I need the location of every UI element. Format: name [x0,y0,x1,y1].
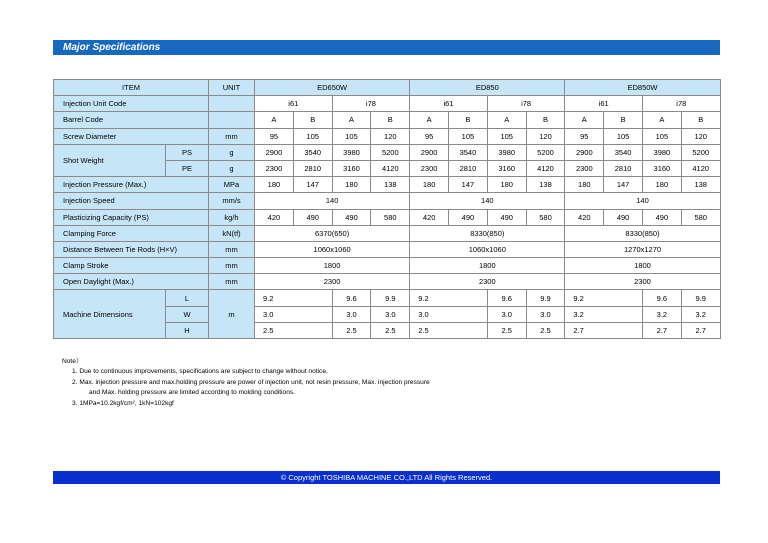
value-cell: 120 [681,128,720,144]
value-cell: 1800 [565,258,720,274]
table-row [54,209,721,225]
value-cell: 2300 [255,160,294,176]
value-cell: 3.2 [681,306,720,322]
value-cell: 138 [371,177,410,193]
value-cell: 8330(850) [410,225,565,241]
value-cell: 9.9 [526,290,565,306]
value-cell: 2.7 [565,322,643,338]
value-cell: 2810 [449,160,488,176]
value-cell: 420 [410,209,449,225]
value-cell: 2300 [410,160,449,176]
sub-label: W [166,306,209,322]
value-cell: 2300 [410,274,565,290]
value-cell: 490 [643,209,682,225]
specifications-table [53,79,721,339]
value-cell: A [255,112,294,128]
value-cell: 490 [332,209,371,225]
value-cell: 1800 [410,258,565,274]
value-cell: 4120 [681,160,720,176]
value-cell: 3540 [449,144,488,160]
value-cell: A [410,112,449,128]
value-cell: i61 [410,96,488,112]
value-cell: 420 [565,209,604,225]
row-label: Clamp Stroke [54,258,209,274]
row-label: Shot Weight [54,144,166,176]
row-label: Distance Between Tie Rods (H×V) [54,241,209,257]
value-cell: 9.6 [643,290,682,306]
value-cell: B [449,112,488,128]
value-cell: i78 [332,96,410,112]
value-cell: 120 [371,128,410,144]
model-header: ED850W [565,80,720,96]
value-cell: 120 [526,128,565,144]
notes-heading: Note） [62,358,83,365]
unit-cell: kg/h [209,209,255,225]
value-cell: 9.6 [332,290,371,306]
value-cell: 2.5 [487,322,526,338]
value-cell: 9.2 [255,290,333,306]
value-cell: 140 [255,193,410,209]
value-cell: 2.7 [643,322,682,338]
unit-cell: g [209,160,255,176]
value-cell: 105 [332,128,371,144]
value-cell: 2.5 [255,322,333,338]
row-label: Clamping Force [54,225,209,241]
unit-cell: mm [209,128,255,144]
copyright-footer: © Copyright TOSHIBA MACHINE CO.,LTD All Rights Reserved. [53,471,720,484]
table-row [54,193,721,209]
note-item: 2. Max. injection pressure and max.holding pressure are power of injection unit, not resin pressure, Max. injection pressure [72,378,430,386]
row-label: Plasticizing Capacity (PS) [54,209,209,225]
value-cell: 180 [643,177,682,193]
value-cell: 490 [293,209,332,225]
value-cell: 105 [293,128,332,144]
value-cell: 3.0 [487,306,526,322]
value-cell: 1270x1270 [565,241,720,257]
value-cell: 9.2 [410,290,488,306]
note-item: 3. 1MPa=10.2kgf/cm², 1kN=102kgf [72,399,174,407]
table-row [54,96,721,112]
value-cell: 3160 [487,160,526,176]
model-header: ED850 [410,80,565,96]
section-title: Major Specifications [63,42,161,53]
value-cell: 180 [487,177,526,193]
model-header: ED650W [255,80,410,96]
table-row [54,241,721,257]
section-header-bar [53,40,720,55]
value-cell: 3.0 [526,306,565,322]
value-cell: 95 [565,128,604,144]
sub-label: L [166,290,209,306]
value-cell: 1060x1060 [410,241,565,257]
value-cell: 147 [604,177,643,193]
value-cell: 147 [449,177,488,193]
value-cell: 2900 [255,144,294,160]
value-cell: A [487,112,526,128]
value-cell: 140 [565,193,720,209]
value-cell: 105 [604,128,643,144]
value-cell: 105 [643,128,682,144]
note-item: 1. Due to continuous improvements, specifications are subject to change without notice. [72,368,328,376]
value-cell: 105 [487,128,526,144]
unit-cell [209,96,255,112]
value-cell: 9.9 [681,290,720,306]
value-cell: 3160 [643,160,682,176]
value-cell: 490 [604,209,643,225]
row-label: Machine Dimensions [54,290,166,339]
value-cell: 2900 [410,144,449,160]
value-cell: 580 [526,209,565,225]
row-label: Injection Unit Code [54,96,209,112]
row-label: Barrel Code [54,112,209,128]
value-cell: 3980 [332,144,371,160]
table-row [54,144,721,160]
value-cell: 580 [681,209,720,225]
value-cell: 180 [410,177,449,193]
value-cell: 2.7 [681,322,720,338]
item-header: ITEM [54,80,209,96]
value-cell: i78 [487,96,565,112]
value-cell: 138 [681,177,720,193]
value-cell: 9.9 [371,290,410,306]
sub-label: PS [166,144,209,160]
value-cell: 2810 [604,160,643,176]
row-label: Injection Speed [54,193,209,209]
value-cell: 9.6 [487,290,526,306]
value-cell: B [604,112,643,128]
value-cell: 2810 [293,160,332,176]
table-row [54,128,721,144]
value-cell: 95 [410,128,449,144]
row-label: Open Daylight (Max.) [54,274,209,290]
value-cell: 147 [293,177,332,193]
value-cell: 3.2 [643,306,682,322]
note-item-continued: and Max. holding pressure are limited according to molding conditions. [89,389,295,397]
value-cell: 3.0 [255,306,333,322]
unit-cell: mm [209,241,255,257]
unit-cell: g [209,144,255,160]
value-cell: 180 [565,177,604,193]
value-cell: 3980 [643,144,682,160]
value-cell: B [293,112,332,128]
value-cell: 2300 [565,274,720,290]
value-cell: 105 [449,128,488,144]
value-cell: 4120 [371,160,410,176]
value-cell: 5200 [681,144,720,160]
value-cell: B [371,112,410,128]
value-cell: 5200 [371,144,410,160]
table-header-row [54,80,721,96]
value-cell: 2.5 [526,322,565,338]
value-cell: 2.5 [371,322,410,338]
table-row [54,177,721,193]
value-cell: 140 [410,193,565,209]
value-cell: 3.0 [410,306,488,322]
value-cell: i61 [255,96,333,112]
unit-header: UNIT [209,80,255,96]
notes-block [62,357,430,409]
value-cell: 180 [332,177,371,193]
value-cell: 3160 [332,160,371,176]
unit-cell: mm [209,274,255,290]
table-row [54,112,721,128]
value-cell: 4120 [526,160,565,176]
value-cell: 9.2 [565,290,643,306]
value-cell: 3.2 [565,306,643,322]
table-row [54,258,721,274]
value-cell: A [643,112,682,128]
value-cell: A [332,112,371,128]
unit-cell: m [209,290,255,339]
value-cell: 3540 [293,144,332,160]
value-cell: 2900 [565,144,604,160]
value-cell: 2.5 [332,322,371,338]
value-cell: 490 [487,209,526,225]
value-cell: i61 [565,96,643,112]
value-cell: 580 [371,209,410,225]
value-cell: 2.5 [410,322,488,338]
table-row [54,225,721,241]
sub-label: H [166,322,209,338]
value-cell: i78 [643,96,721,112]
unit-cell: kN(tf) [209,225,255,241]
value-cell: A [565,112,604,128]
value-cell: 2300 [255,274,410,290]
value-cell: 420 [255,209,294,225]
value-cell: 1800 [255,258,410,274]
value-cell: B [681,112,720,128]
value-cell: 5200 [526,144,565,160]
unit-cell: mm [209,258,255,274]
table-row [54,274,721,290]
value-cell: 3980 [487,144,526,160]
value-cell: 95 [255,128,294,144]
unit-cell [209,112,255,128]
sub-label: PE [166,160,209,176]
value-cell: 1060x1060 [255,241,410,257]
value-cell: 138 [526,177,565,193]
value-cell: 2300 [565,160,604,176]
value-cell: 3540 [604,144,643,160]
value-cell: 3.0 [371,306,410,322]
value-cell: 3.0 [332,306,371,322]
row-label: Screw Diameter [54,128,209,144]
unit-cell: mm/s [209,193,255,209]
row-label: Injection Pressure (Max.) [54,177,209,193]
value-cell: 6370(650) [255,225,410,241]
value-cell: B [526,112,565,128]
table-row [54,290,721,306]
unit-cell: MPa [209,177,255,193]
value-cell: 8330(850) [565,225,720,241]
value-cell: 180 [255,177,294,193]
value-cell: 490 [449,209,488,225]
